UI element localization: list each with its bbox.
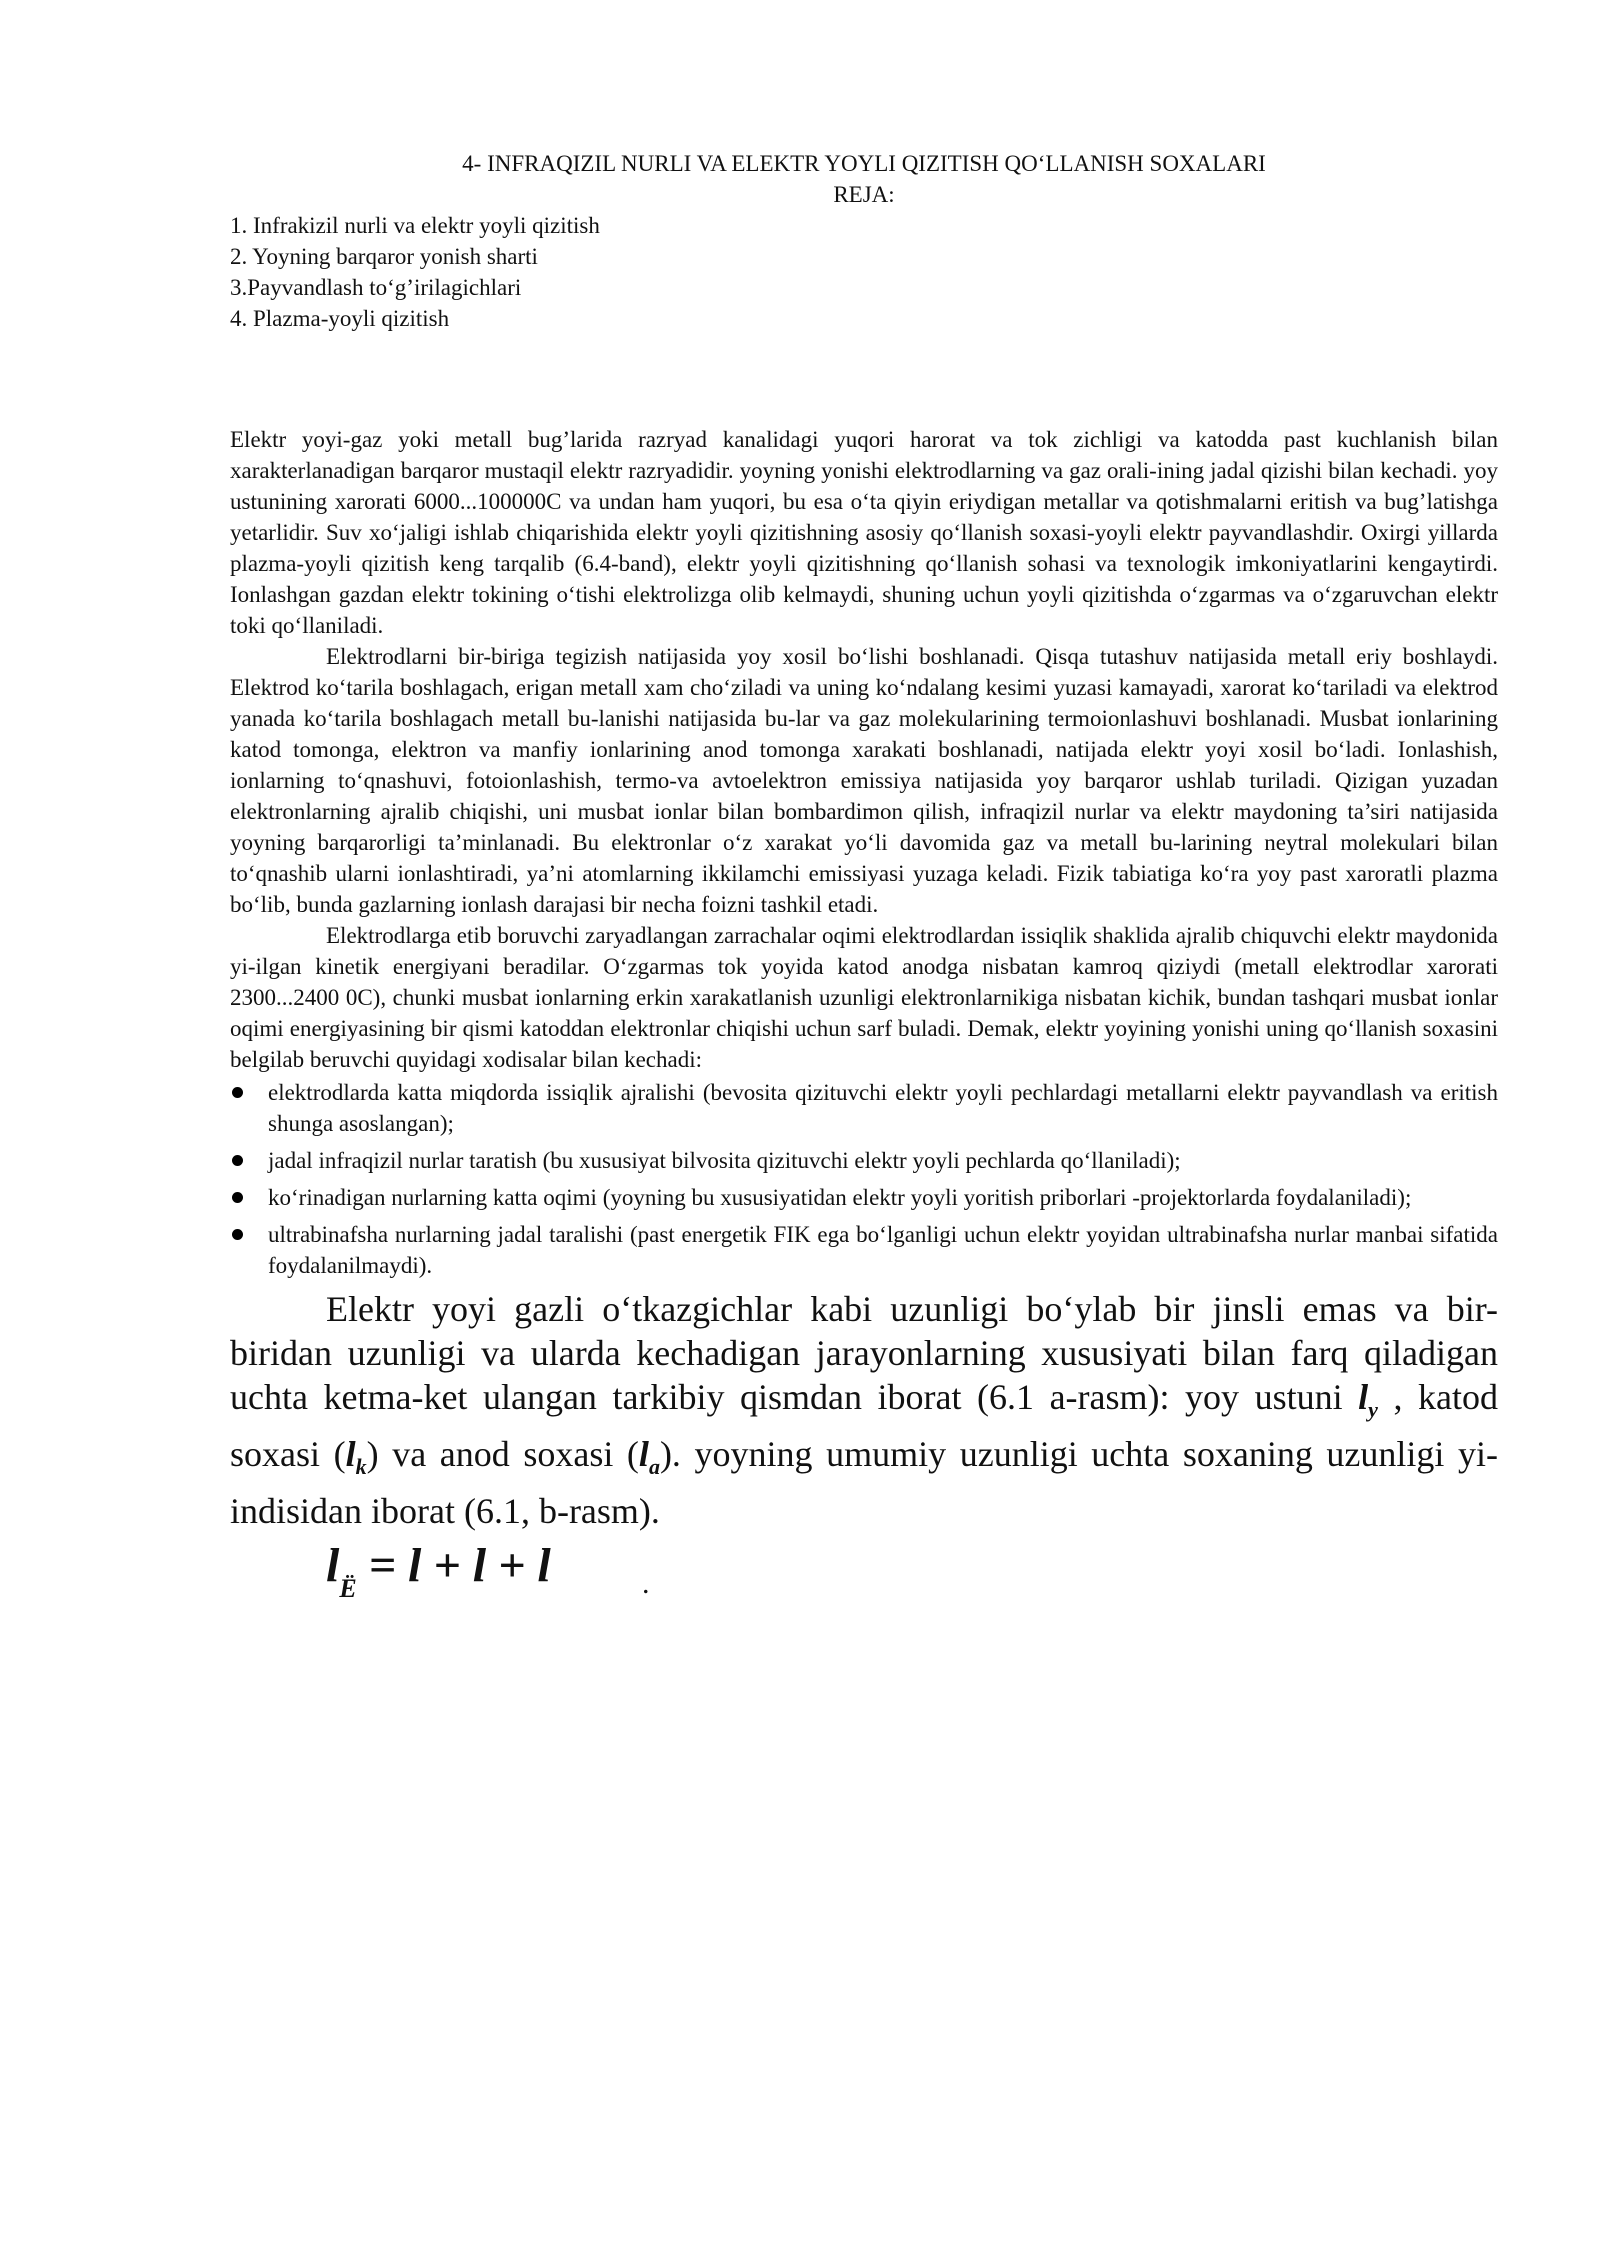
symbol-subscript: k	[355, 1454, 367, 1480]
text-run: , katod soxasi (	[230, 1377, 1498, 1475]
list-item	[230, 1182, 1498, 1213]
symbol-subscript: a	[648, 1454, 660, 1480]
arc-structure-paragraph	[230, 1287, 1498, 1533]
text-run: Elektr yoyi gazli o‘tkazgichlar kabi uzunligi bo‘ylab bir jinsli emas va bir-biridan uzunligi va ularda kechadigan jarayonlarning xususiyati bilan farq qiladigan uchta ketma-ket ulangan tarkibiy qismdan iborat (6.1 a-rasm): yoy ustuni	[230, 1289, 1498, 1417]
symbol-l: l	[1358, 1377, 1369, 1417]
plan-item: 2. Yoyning barqaror yonish sharti	[230, 244, 538, 269]
plan-item: 3.Payvandlash to‘g’irilagichlari	[230, 275, 522, 300]
list-item	[230, 1219, 1498, 1281]
bullet-icon	[232, 1087, 243, 1098]
phenomena-list	[230, 1077, 1498, 1281]
symbol-l: l	[638, 1434, 649, 1475]
formula-lhs: l	[326, 1539, 340, 1593]
text-run: ). yoyning umumiy uzunligi uchta soxaning uzunligi yi-indisidan iborat (6.1, b-rasm).	[230, 1434, 1498, 1532]
bullet-icon	[232, 1192, 243, 1203]
text-run: ) va anod soxasi (	[366, 1434, 639, 1475]
arc-length-formula	[326, 1537, 1498, 1607]
bullet-icon	[232, 1229, 243, 1240]
plan-heading: REJA:	[833, 182, 895, 207]
list-item-text: jadal infraqizil nurlar taratish (bu xususiyat bilvosita qizituvchi elektr yoyli pechlarda qo‘llaniladi);	[268, 1148, 1181, 1173]
plan-list	[230, 210, 1498, 334]
list-item-text: ko‘rinadigan nurlarning katta oqimi (yoyning bu xususiyatidan elektr yoyli yoritish priborlari -projektorlarda foydalaniladi);	[268, 1185, 1412, 1210]
body-paragraph: Elektrodlarga etib boruvchi zaryadlangan zarrachalar oqimi elektrodlardan issiqlik shaklida ajralib chiquvchi elektr maydonida yi-ilgan kinetik energiyani beradilar. O‘zgarmas tok yoyida katod anodga nisbatan kamroq qiziydi (metall elektrodlar xarorati 2300...2400 0C), chunki musbat ionlarning erkin xarakatlanish uzunligi elektronlarnikiga nisbatan kichik, bundan tashqari musbat ionlar oqimi energiyasining bir qismi katoddan elektronlar chiqishi uchun sarf buladi. Demak, elektr yoyining yonishi uning qo‘llanish soxasini belgilab beruvchi quyidagi xodisalar bilan kechadi:	[230, 923, 1498, 1072]
document-title: 4- INFRAQIZIL NURLI VA ELEKTR YOYLI QIZITISH QO‘LLANISH SOXALARI	[462, 151, 1266, 176]
list-item-text: ultrabinafsha nurlarning jadal taralishi (past energetik FIK ega bo‘lganligi uchun elektr yoyidan ultrabinafsha nurlar manbai sifatida foydalanilmaydi).	[268, 1222, 1498, 1278]
list-item-text: elektrodlarda katta miqdorda issiqlik ajralishi (bevosita qizituvchi elektr yoyli pechlardagi metallarni elektr payvandlash va eritish shunga asoslangan);	[268, 1080, 1498, 1136]
bullet-icon	[232, 1155, 243, 1166]
plan-item: 1. Infrakizil nurli va elektr yoyli qizitish	[230, 213, 600, 238]
body-paragraph: Elektr yoyi-gaz yoki metall bug’larida razryad kanalidagi yuqori harorat va tok zichligi va katodda past kuchlanish bilan xarakterlanadigan barqaror mustaqil elektr razryadidir. yoyning yonishi elektrodlarning va gaz orali-ining jadal qizishi bilan kechadi. yoy ustunining xarorati 6000...100000C va undan ham yuqori, bu esa o‘ta qiyin eriydigan metallar va qotishmalarni eritish va bug’latishga yetarlidir. Suv xo‘jaligi ishlab chiqarishida elektr yoyli qizitishning asosiy qo‘llanish soxasi-yoyli elektr payvandlashdir. Oxirgi yillarda plazma-yoyli qizitish keng tarqalib (6.4-band), elektr yoyli qizitishning qo‘llanish sohasi va texnologik imkoniyatlarini kengaytirdi. Ionlashgan gazdan elektr tokining o‘tishi elektrolizga olib kelmaydi, shuning uchun yoyli qizitishda o‘zgarmas va o‘zgaruvchan elektr toki qo‘llaniladi.	[230, 427, 1498, 638]
document-page	[230, 148, 1498, 1607]
symbol-l: l	[345, 1434, 356, 1475]
spacer	[230, 334, 1498, 424]
symbol-subscript: y	[1368, 1397, 1378, 1423]
list-item	[230, 1145, 1498, 1176]
body-paragraph: Elektrodlarni bir-biriga tegizish natijasida yoy xosil bo‘lishi boshlanadi. Qisqa tutashuv natijasida metall eriy boshlaydi. Elektrod ko‘tarila boshlagach, erigan metall xam cho‘ziladi va uning ko‘ndalang kesimi yuzasi kamayadi, xarorat ko‘tariladi va elektrod yanada ko‘tarila boshlagach metall bu-lanishi natijasida bu-lar va gaz molekularining termoionlashuvi boshlanadi. Musbat ionlarining katod tomonga, elektron va manfiy ionlarining anod tomonga xarakati boshlanadi, natijada elektr yoyi xosil bo‘ladi. Ionlashish, ionlarning to‘qnashuvi, fotoionlashish, termo-va avtoelektron emissiya natijasida yoy barqaror ushlab turiladi. Qizigan yuzadan elektronlarning ajralib chiqishi, uni musbat ionlar bilan bombardimon qilish, infraqizil nurlar va elektr maydoning ta’siri natijasida yoyning barqarorligi ta’minlanadi. Bu elektronlar o‘z xarakat yo‘li davomida gaz va metall bu-larining neytral molekulari bilan to‘qnashib ularni ionlashtiradi, ya’ni atomlarning ikkilamchi emissiyasi yuzaga keladi. Fizik tabiatiga ko‘ra yoy past xaroratli plazma bo‘lib, bunda gazlarning ionlash darajasi bir necha foizni tashkil etadi.	[230, 644, 1498, 917]
list-item	[230, 1077, 1498, 1139]
plan-item: 4. Plazma-yoyli qizitish	[230, 306, 450, 331]
formula-period: .	[642, 1567, 650, 1601]
formula-rhs: = l + l + l	[356, 1539, 551, 1593]
formula-lhs-subscript: Ë	[339, 1574, 357, 1604]
